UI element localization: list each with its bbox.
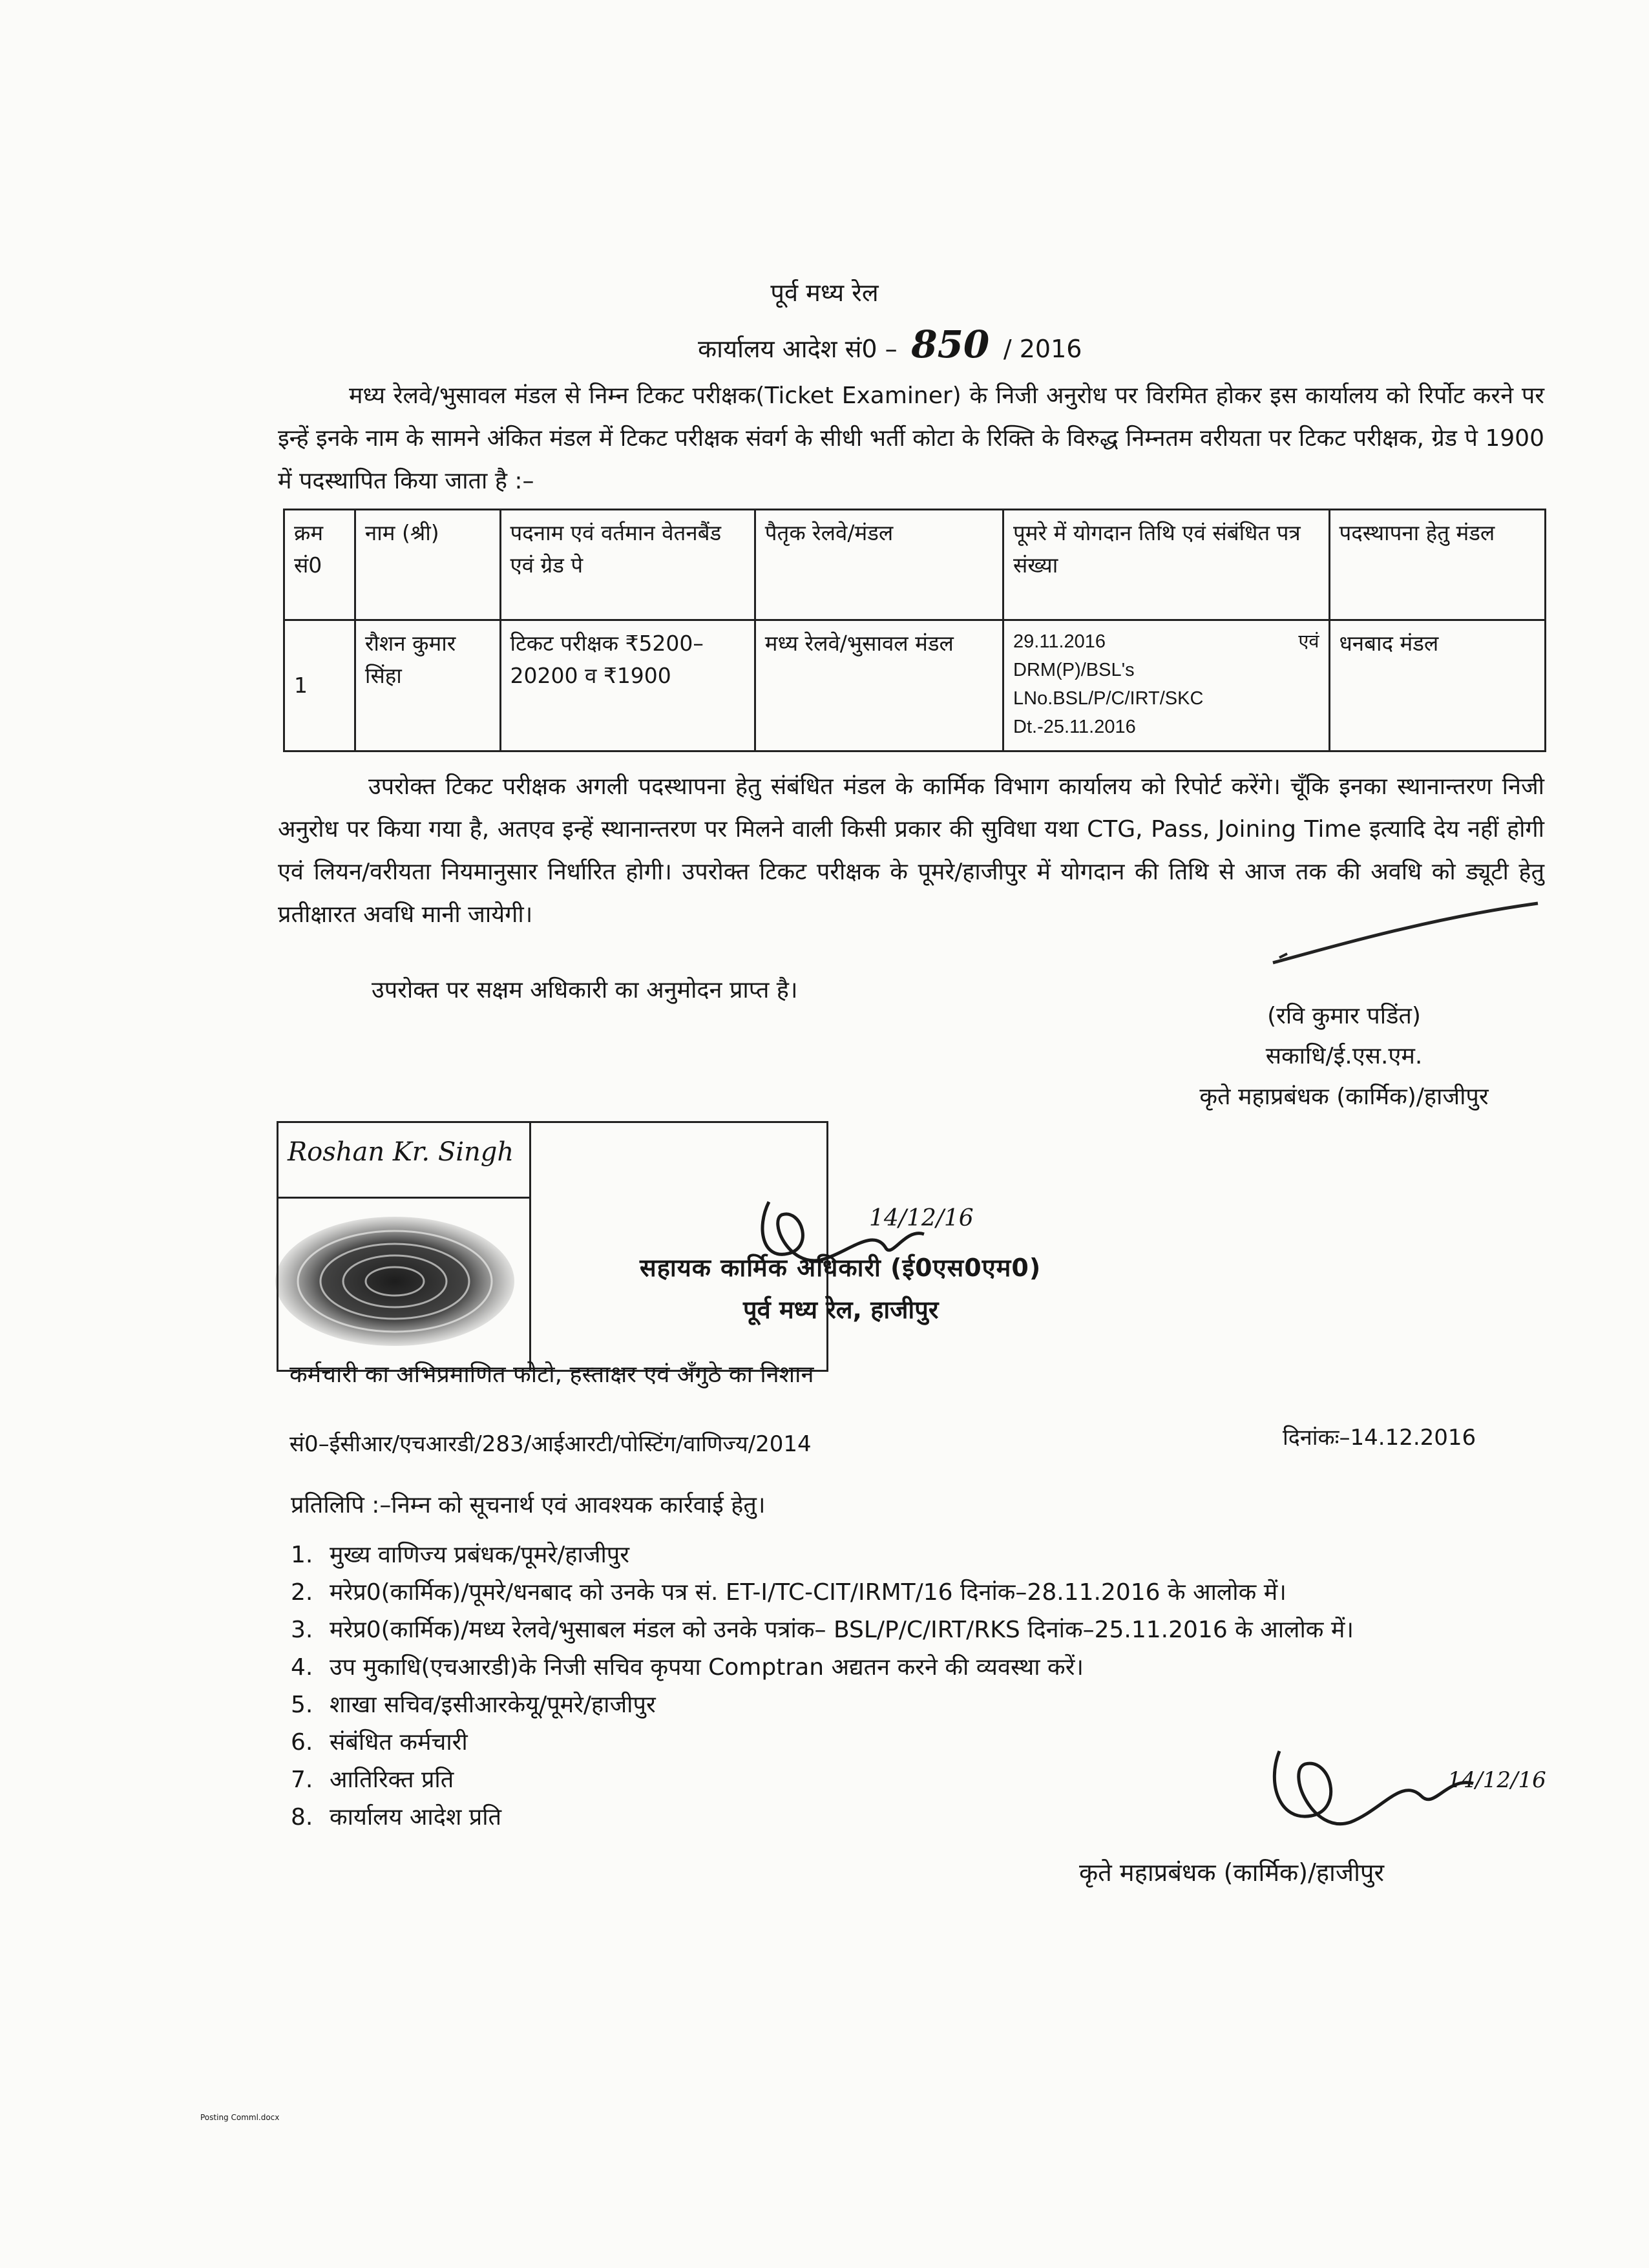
list-item-number: 1. bbox=[291, 1542, 313, 1568]
list-item-text: संबंधित कर्मचारी bbox=[330, 1729, 468, 1756]
cell-name: रौशन कुमार सिंहा bbox=[355, 620, 500, 751]
pen-stroke-mark bbox=[1266, 892, 1551, 969]
list-item-text: उप मुकाधि(एचआरडी)के निजी सचिव कृपया Comptran अद्यतन करने की व्यवस्था करें। bbox=[330, 1654, 1084, 1681]
signatory-for: कृते महाप्रबंधक (कार्मिक)/हाजीपुर bbox=[1199, 1084, 1489, 1110]
list-item bbox=[291, 1574, 1551, 1612]
reference-number: सं0–ईसीआर/एचआरडी/283/आईआरटी/पोस्टिंग/वाणिज्य/2014 bbox=[289, 1431, 812, 1457]
list-item-number: 4. bbox=[291, 1654, 313, 1681]
table-header-row bbox=[284, 510, 1546, 620]
signatory-name: (रवि कुमार पडिंत) bbox=[1267, 1003, 1421, 1029]
box-divider bbox=[529, 1197, 531, 1370]
reference-date: दिनांकः–14.12.2016 bbox=[1283, 1425, 1476, 1451]
body-paragraph: उपरोक्त टिकट परीक्षक अगली पदस्थापना हेतु संबंधित मंडल के कार्मिक विभाग कार्यालय को रिपोर्ट करेंगे। चूँकि इनका स्थानान्तरण निजी अनुरोध पर किया गया है, अतएव इन्हें स्थानान्तरण पर मिलने वाली किसी प्रकार की सुविधा यथा CTG, Pass, Joining Time इत्यादि देय नहीं होगी एवं लियन/वरीयता नियमानुसार निर्धारित होगी। उपरोक्त टिकट परीक्षक के पूमरे/हाजीपुर में योगदान की तिथि से आज तक की अवधि को ड्यूटी हेतु प्रतीक्षारत अवधि मानी जायेगी। bbox=[278, 773, 1544, 928]
header-serial: क्रम सं0 bbox=[284, 510, 355, 620]
list-item-number: 8. bbox=[291, 1804, 313, 1831]
list-item bbox=[291, 1686, 1551, 1724]
joining-date: 29.11.2016 एवं bbox=[1013, 631, 1319, 652]
order-number-line bbox=[698, 323, 1082, 370]
cell-designation: टिकट परीक्षक ₹5200–20200 व ₹1900 bbox=[500, 620, 755, 751]
list-item-number: 5. bbox=[291, 1692, 313, 1718]
list-item-text: मरेप्र0(कार्मिक)/मध्य रेलवे/भुसाबल मंडल को उनके पत्रांक– BSL/P/C/IRT/RKS दिनांक–25.11.2016 के आलोक में। bbox=[330, 1617, 1354, 1643]
table-row bbox=[284, 620, 1546, 751]
letter-ref-2: LNo.BSL/P/C/IRT/SKC bbox=[1013, 688, 1204, 709]
cell-parent-railway: मध्य रेलवे/भुसावल मंडल bbox=[755, 620, 1003, 751]
approval-line: उपरोक्त पर सक्षम अधिकारी का अनुमोदन प्राप्त है। bbox=[372, 977, 798, 1003]
list-item-number: 7. bbox=[291, 1767, 313, 1793]
list-item bbox=[291, 1612, 1551, 1649]
cell-joining bbox=[1003, 620, 1329, 751]
employee-signature-cell bbox=[278, 1123, 531, 1199]
order-label: कार्यालय आदेश सं0 – bbox=[698, 335, 898, 363]
list-item-number: 6. bbox=[291, 1729, 313, 1756]
final-signature-date: 14/12/16 bbox=[1447, 1767, 1546, 1793]
list-item-number: 3. bbox=[291, 1617, 313, 1643]
order-number-handwritten: 850 bbox=[911, 322, 990, 366]
copy-to-heading: प्रतिलिपि :–निम्न को सूचनार्थ एवं आवश्यक कार्रवाई हेतु। bbox=[291, 1492, 766, 1518]
footer-file-name: Posting Comml.docx bbox=[200, 2113, 280, 2122]
list-item-text: आतिरिक्त प्रति bbox=[330, 1767, 454, 1793]
intro-paragraph: मध्य रेलवे/भुसावल मंडल से निम्न टिकट परीक्षक(Ticket Examiner) के निजी अनुरोध पर विरमित होकर इस कार्यालय को रिर्पोट करने पर इन्हें इनके नाम के सामने अंकित मंडल में टिकट परीक्षक संवर्ग के सीधी भर्ती कोटा के रिक्ति के विरुद्ध निम्नतम वरीयता पर टिकट परीक्षक, ग्रेड पे 1900 में पदस्थापित किया जाता है :– bbox=[278, 383, 1544, 494]
signatory-designation: सकाधि/ई.एस.एम. bbox=[1265, 1043, 1423, 1069]
org-title: पूर्व मध्य रेल bbox=[770, 278, 879, 307]
thumb-impression-icon bbox=[259, 1207, 518, 1356]
transfer-table bbox=[283, 509, 1546, 752]
list-item-text: मरेप्र0(कार्मिक)/पूमरे/धनबाद को उनके पत्र सं. ET-I/TC-CIT/IRMT/16 दिनांक–28.11.2016 के आलोक में। bbox=[330, 1579, 1287, 1606]
list-item-text: शाखा सचिव/इसीआरकेयू/पूमरे/हाजीपुर bbox=[330, 1692, 656, 1718]
letter-ref-1: DRM(P)/BSL's bbox=[1013, 660, 1135, 680]
list-item bbox=[291, 1649, 1551, 1686]
list-item bbox=[291, 1537, 1551, 1574]
cell-serial: 1 bbox=[284, 620, 355, 751]
header-joining: पूमरे में योगदान तिथि एवं संबंधित पत्र संख्या bbox=[1003, 510, 1329, 620]
stamp-line-1: सहायक कार्मिक अधिकारी (ई0एस0एम0) bbox=[640, 1254, 1042, 1282]
header-designation: पदनाम एवं वर्तमान वेतनबैंड एवं ग्रेड पे bbox=[500, 510, 755, 620]
list-item-number: 2. bbox=[291, 1579, 313, 1606]
header-posting-division: पदस्थापना हेतु मंडल bbox=[1329, 510, 1546, 620]
list-item-text: मुख्य वाणिज्य प्रबंधक/पूमरे/हाजीपुर bbox=[330, 1542, 629, 1568]
officer-signature-date: 14/12/16 bbox=[869, 1205, 974, 1232]
stamp-line-2: पूर्व मध्य रेल, हाजीपुर bbox=[743, 1296, 939, 1324]
photo-box-caption: कर्मचारी का अभिप्रमाणित फोटो, हस्ताक्षर एवं अँगुठे का निशान bbox=[289, 1361, 814, 1388]
letter-ref-3: Dt.-25.11.2016 bbox=[1013, 717, 1136, 737]
cell-posting-division: धनबाद मंडल bbox=[1329, 620, 1546, 751]
employee-handwritten-signature: Roshan Kr. Singh bbox=[288, 1137, 514, 1167]
final-signatory: कृते महाप्रबंधक (कार्मिक)/हाजीपुर bbox=[1079, 1858, 1385, 1887]
list-item-text: कार्यालय आदेश प्रति bbox=[330, 1804, 502, 1831]
order-year: / 2016 bbox=[1003, 335, 1082, 363]
header-name: नाम (श्री) bbox=[355, 510, 500, 620]
header-parent-railway: पैतृक रेलवे/मंडल bbox=[755, 510, 1003, 620]
